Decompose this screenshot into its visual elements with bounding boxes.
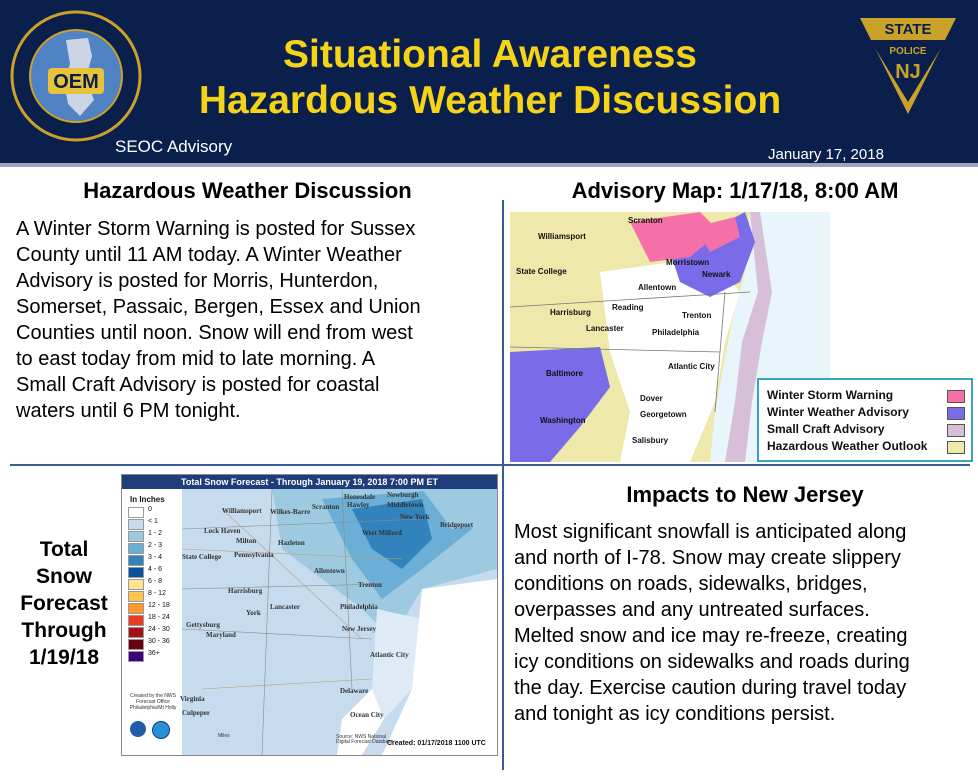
snow-legend-label: 24 - 30	[148, 626, 170, 633]
city-label: Atlantic City	[668, 362, 715, 371]
place-label: Milton	[236, 537, 257, 545]
city-label: Scranton	[628, 216, 663, 225]
place-label: Gettysburg	[186, 621, 220, 629]
snow-legend-label: 6 - 8	[148, 578, 163, 585]
city-label: Williamsport	[538, 232, 586, 241]
place-label: Pennsylvania	[234, 551, 274, 559]
svg-text:STATE: STATE	[884, 21, 932, 38]
place-label: Allentown	[314, 567, 345, 575]
side-title-line: Total	[39, 538, 89, 561]
snow-legend-swatch	[128, 507, 144, 518]
snow-legend-label: 1 - 2	[148, 530, 163, 537]
advisory-map-heading: Advisory Map: 1/17/18, 8:00 AM	[571, 178, 899, 203]
city-label: Morristown	[666, 258, 710, 267]
svg-text:POLICE: POLICE	[889, 46, 927, 57]
place-label: New York	[400, 513, 430, 521]
legend-label: Winter Weather Advisory	[767, 405, 909, 419]
city-label: Newark	[702, 270, 731, 279]
title-line-2: Hazardous Weather Discussion	[198, 79, 782, 122]
snow-legend-row	[128, 578, 176, 590]
place-label: Atlantic City	[370, 651, 409, 659]
snow-legend-title: In Inches	[130, 495, 165, 504]
side-title-line: Snow	[36, 565, 92, 588]
legend-swatch-outlook	[947, 441, 965, 454]
legend-label: Hazardous Weather Outlook	[767, 439, 928, 453]
city-label: Dover	[640, 394, 663, 403]
legend-swatch-warning	[947, 390, 965, 403]
source-credit: Source: NWS National Digital Forecast Database	[336, 734, 394, 745]
discussion-line: Counties until noon. Snow will end from west	[16, 322, 413, 344]
snow-legend-swatch	[128, 591, 144, 602]
place-label: Scranton	[312, 503, 340, 511]
impacts-line: conditions on roads, sidewalks, bridges,	[514, 573, 868, 595]
title-line-1: Situational Awareness	[283, 33, 697, 76]
city-label: Baltimore	[546, 369, 583, 378]
city-label: Harrisburg	[550, 308, 591, 317]
city-label: State College	[516, 267, 567, 276]
discussion-line: Small Craft Advisory is posted for coastal	[16, 374, 380, 396]
snow-legend-label: 3 - 4	[148, 554, 163, 561]
place-label: York	[246, 609, 261, 617]
discussion-text	[16, 216, 496, 424]
snow-legend-swatch	[128, 615, 144, 626]
snow-legend-row	[128, 602, 176, 614]
snow-legend-row	[128, 506, 176, 518]
city-label: Salisbury	[632, 436, 669, 445]
place-label: Newburgh	[387, 491, 419, 499]
snow-legend-label: 12 - 18	[148, 602, 170, 609]
snow-legend-swatch	[128, 627, 144, 638]
side-title-line: Forecast	[20, 592, 108, 615]
snow-legend-label: 2 - 3	[148, 542, 163, 549]
snow-legend-swatch	[128, 543, 144, 554]
place-label: Wilkes-Barre	[270, 508, 311, 516]
snow-legend-label: 30 - 36	[148, 638, 170, 645]
place-label: Culpeper	[182, 709, 210, 717]
place-label: Virginia	[180, 695, 205, 703]
impacts-line: Most significant snowfall is anticipated along	[514, 521, 907, 543]
advisory-subtitle: SEOC Advisory	[115, 137, 233, 156]
snow-legend-row	[128, 554, 176, 566]
header-banner	[0, 0, 978, 167]
discussion-line: Somerset, Passaic, Bergen, Essex and Union	[16, 296, 421, 318]
city-label: Trenton	[682, 311, 712, 320]
snow-forecast-map	[121, 474, 498, 756]
legend-swatch-small-craft	[947, 424, 965, 437]
discussion-line: County until 11 AM today. A Winter Weather	[16, 244, 402, 266]
place-label: Delaware	[340, 687, 369, 695]
snow-legend-label: 4 - 6	[148, 566, 163, 573]
snow-legend-label: 8 - 12	[148, 590, 166, 597]
discussion-line: waters until 6 PM tonight.	[16, 400, 241, 422]
nws-credit: Created by the NWS Forecast Office Philadelphia/Mt Holly	[129, 693, 177, 711]
discussion-line: to east today from mid to late morning. A	[16, 348, 376, 370]
impacts-line: Melted snow and ice may re-freeze, creating	[514, 625, 908, 647]
discussion-line: Advisory is posted for Morris, Hunterdon,	[16, 270, 379, 292]
place-label: Hawley	[347, 501, 370, 509]
created-stamp: Created: 01/17/2018 1100 UTC	[387, 740, 486, 747]
page-title	[170, 32, 810, 124]
snow-legend-row	[128, 626, 176, 638]
snow-legend-row	[128, 530, 176, 542]
place-label: Philadelphia	[340, 603, 378, 611]
snow-legend-row	[128, 566, 176, 578]
snow-legend-label: < 1	[148, 518, 158, 525]
snow-legend-row	[128, 518, 176, 530]
place-label: Ocean City	[350, 711, 384, 719]
svg-text:OEM: OEM	[53, 71, 99, 93]
impacts-line: the day. Exercise caution during travel today	[514, 677, 907, 699]
vertical-divider	[502, 200, 504, 770]
legend-label: Winter Storm Warning	[767, 388, 894, 402]
place-label: New Jersey	[342, 625, 377, 633]
snow-legend-swatch	[128, 639, 144, 650]
discussion-heading: Hazardous Weather Discussion	[83, 178, 412, 203]
horizontal-divider	[10, 464, 970, 466]
place-label: Middletown	[387, 501, 424, 509]
snow-legend-swatch	[128, 531, 144, 542]
city-label: Philadelphia	[652, 328, 700, 337]
city-label: Lancaster	[586, 324, 624, 333]
place-label: West Milford	[362, 529, 402, 537]
place-label: Lock Haven	[204, 527, 241, 535]
side-title-line: Through	[21, 619, 107, 642]
snow-legend-label: 36+	[148, 650, 160, 657]
place-label: Williamsport	[222, 507, 262, 515]
snow-legend-swatch	[128, 567, 144, 578]
place-label: Harrisburg	[228, 587, 263, 595]
nws-logo-icon	[130, 721, 146, 737]
svg-text:NJ: NJ	[895, 61, 921, 83]
place-label: Hazleton	[278, 539, 305, 547]
advisory-date: January 17, 2018	[768, 146, 884, 163]
snow-legend-row	[128, 638, 176, 650]
oem-logo	[8, 8, 144, 144]
place-label: Lancaster	[270, 603, 300, 611]
state-police-badge	[856, 14, 960, 118]
snow-forecast-side-title	[8, 536, 120, 671]
side-title-line: 1/19/18	[28, 646, 100, 669]
impacts-line: and north of I-78. Snow may create slippery	[514, 547, 901, 569]
noaa-logo-icon	[152, 721, 170, 739]
snow-legend-row	[128, 542, 176, 554]
snow-legend-row	[128, 590, 176, 602]
impacts-text	[514, 519, 974, 727]
snow-legend-label: 0	[148, 506, 152, 513]
snow-legend-label: 18 - 24	[148, 614, 170, 621]
legend-swatch-advisory	[947, 407, 965, 420]
snow-legend-swatch	[128, 579, 144, 590]
place-label: Bridgeport	[440, 521, 474, 529]
snow-legend-swatch	[128, 519, 144, 530]
snow-legend-swatch	[128, 555, 144, 566]
place-label: Trenton	[358, 581, 382, 589]
snow-legend-row	[128, 614, 176, 626]
city-label: Washington	[540, 416, 586, 425]
legend-label: Small Craft Advisory	[767, 422, 885, 436]
discussion-line: A Winter Storm Warning is posted for Sussex	[16, 218, 416, 240]
city-label: Allentown	[638, 283, 677, 292]
impacts-line: and tonight as icy conditions persist.	[514, 703, 836, 725]
snow-legend-swatch	[128, 651, 144, 662]
place-label: Honesdale	[344, 493, 376, 501]
impacts-heading: Impacts to New Jersey	[626, 482, 864, 507]
snow-legend-swatch	[128, 603, 144, 614]
city-label: Reading	[612, 303, 644, 312]
scale-label: Miles	[218, 733, 230, 739]
snow-map-title: Total Snow Forecast - Through January 19, 2018 7:00 PM ET	[122, 475, 497, 489]
city-label: Georgetown	[640, 410, 687, 419]
impacts-line: overpasses and any untreated surfaces.	[514, 599, 870, 621]
snow-legend-row	[128, 650, 176, 662]
place-label: State College	[182, 553, 222, 561]
place-label: Maryland	[206, 631, 236, 639]
impacts-line: icy conditions on sidewalks and roads during	[514, 651, 910, 673]
advisory-legend	[757, 378, 973, 462]
